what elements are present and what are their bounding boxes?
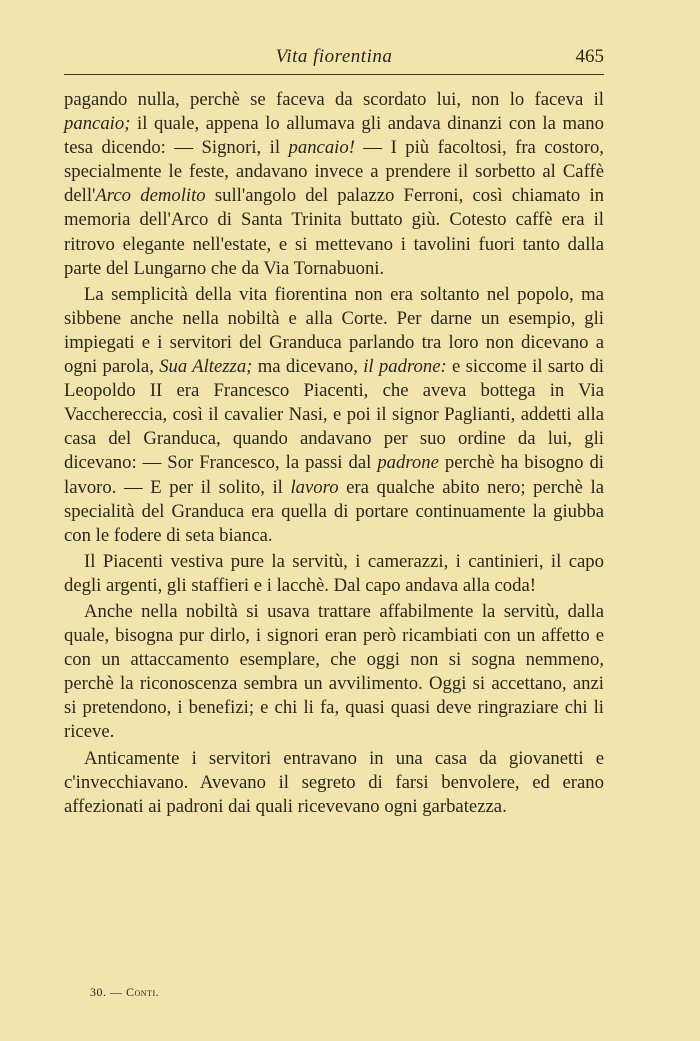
paragraph [64, 747, 604, 819]
text-run: La semplicità della vita fiorentina non era soltanto nel popolo, ma sibbene anche nella nobiltà e alla Corte. Per darne un esempio, gli impiegati e i servitori del Granduca parlando tra loro non dicevano a ogni parola, [64, 283, 604, 378]
paragraph [64, 283, 604, 548]
body-text [64, 88, 604, 819]
text-run: — I più facoltosi, fra costoro, specialmente le feste, andavano invece a prendere il sorbetto al Caffè dell' [64, 137, 604, 207]
italic-phrase: padrone [377, 452, 439, 474]
text-run: Il Piacenti vestiva pure la servitù, i camerazzi, i cantinieri, il capo degli argenti, gli staffieri e i lacchè. Dal capo andava alla coda! [64, 550, 604, 596]
paragraph [64, 550, 604, 598]
paragraph [64, 88, 604, 281]
page-header [64, 44, 604, 75]
running-title: Vita fiorentina [275, 46, 393, 67]
text-run: perchè ha bisogno di lavoro. — E per il solito, il [64, 452, 604, 498]
text-run: il quale, appena lo allumava gli andava dinanzi con la mano tesa dicendo: — Signori, il [64, 113, 604, 159]
italic-phrase: pancaio; [64, 113, 131, 135]
signature-number: 30. — [90, 985, 123, 999]
italic-phrase: il padrone: [363, 356, 447, 378]
text-run: era qualche abito nero; perchè la specialità del Granduca era quella di portare continuamente la giubba con le fodere di seta bianca. [64, 476, 604, 546]
page-number: 465 [575, 46, 604, 67]
italic-phrase: pancaio! [288, 137, 355, 159]
paragraph [64, 600, 604, 745]
text-run: sull'angolo del palazzo Ferroni, così chiamato in memoria dell'Arco di Santa Trinita buttato giù. Cotesto caffè era il ritrovo elegante nell'estate, e si mettevano i tavolini fuori tanto dalla parte del Lungarno che da Via Tornabuoni. [64, 185, 604, 279]
italic-phrase: Sua Altezza; [159, 356, 253, 378]
signature-name: Conti. [126, 985, 160, 999]
text-run: e siccome il sarto di Leopoldo II era Francesco Piacenti, che aveva bottega in Via Vacchereccia, così il cavalier Nasi, e poi il signor Paglianti, addetti alla casa del Granduca, quando andavano per suo ordine da lui, gli dicevano: — Sor Francesco, la passi dal [64, 356, 604, 474]
text-run: ma dicevano, [252, 356, 364, 378]
text-run: pagando nulla, perchè se faceva da scordato lui, non lo faceva il [64, 89, 604, 110]
italic-phrase: lavoro [290, 476, 339, 498]
text-run: Anticamente i servitori entravano in una casa da giovanetti e c'invecchiavano. Avevano il segreto di farsi benvolere, ed erano affezionati ai padroni dai quali ricevevano ogni garbatezza. [64, 747, 604, 817]
signature-mark [90, 985, 159, 1000]
italic-phrase: Arco demolito [95, 185, 206, 207]
text-run: Anche nella nobiltà si usava trattare affabilmente la servitù, dalla quale, bisogna pur dirlo, i signori eran però ricambiati con un affetto e con un attaccamento esemplare, che oggi non si sogna nemmeno, perchè la riconoscenza sembra un avvilimento. Oggi si accettano, anzi si pretendono, i benefizi; e chi li fa, quasi quasi deve ringraziare chi li riceve. [64, 600, 604, 743]
